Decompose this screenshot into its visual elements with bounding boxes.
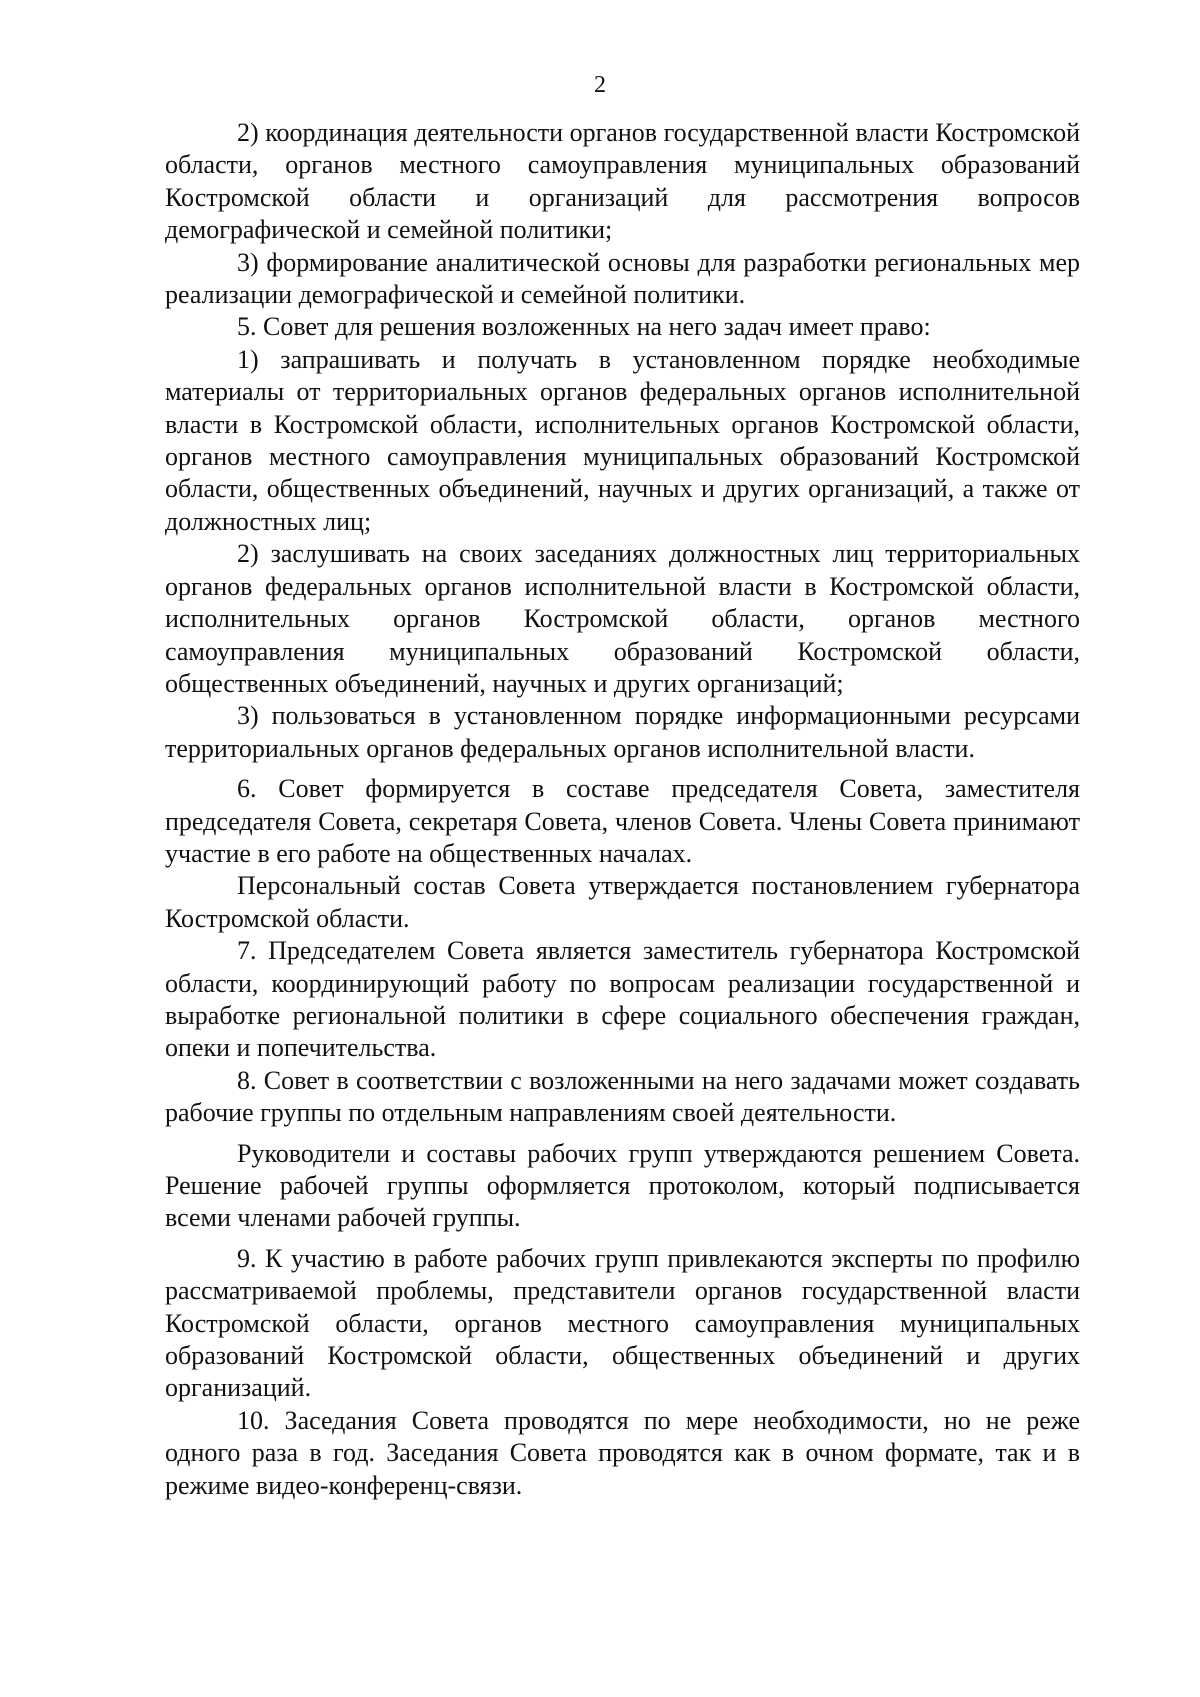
document-body <box>165 117 1080 1502</box>
paragraph-item-3-analytical-basis: 3) формирование аналитической основы для разработки региональных мер реализации демографической и семейной политики. <box>165 247 1080 310</box>
paragraph-working-group-leaders: Руководители и составы рабочих групп утверждаются решением Совета. Решение рабочей группы оформляется протоколом, который подписывается всеми членами рабочей группы. <box>165 1138 1080 1233</box>
paragraph-section-7-chairman: 7. Председателем Совета является заместитель губернатора Костромской области, координирующий работу по вопросам реализации государственной и выработке региональной политики в сфере социального обеспечения граждан, опеки и попечительства. <box>165 936 1080 1063</box>
paragraph-right-1-request-materials: 1) запрашивать и получать в установленном порядке необходимые материалы от территориальных органов федеральных органов исполнительной власти в Костромской области, исполнительных органов Костромской области, органов местного самоуправления муниципальных образований Костромской области, общественных объединений, научных и других организаций, а также от должностных лиц; <box>165 344 1080 536</box>
paragraph-section-6-composition: 6. Совет формируется в составе председателя Совета, заместителя председателя Совета, секретаря Совета, членов Совета. Члены Совета принимают участие в его работе на общественных началах. <box>165 774 1080 868</box>
page-number: 2 <box>594 72 606 98</box>
paragraph-section-8-working-groups: 8. Совет в соответствии с возложенными на него задачами может создавать рабочие группы по отдельным направлениям своей деятельности. <box>165 1065 1080 1128</box>
paragraph-section-5-rights: 5. Совет для решения возложенных на него задач имеет право: <box>237 312 931 342</box>
paragraph-personal-composition: Персональный состав Совета утверждается постановлением губернатора Костромской области. <box>165 871 1080 933</box>
paragraph-right-3-use-resources: 3) пользоваться в установленном порядке информационными ресурсами территориальных органов федеральных органов исполнительной власти. <box>165 701 1080 763</box>
paragraph-section-10-meetings: 10. Заседания Совета проводятся по мере необходимости, но не реже одного раза в год. Заседания Совета проводятся как в очном формате, так и в режиме видео-конференц-связи. <box>165 1405 1080 1500</box>
paragraph-right-2-hear-officials: 2) заслушивать на своих заседаниях должностных лиц территориальных органов федеральных органов исполнительной власти в Костромской области, исполнительных органов Костромской области, органов местного самоуправления муниципальных образований Костромской области, общественных объединений, научных и других организаций; <box>165 539 1080 698</box>
paragraph-section-9-experts: 9. К участию в работе рабочих групп привлекаются эксперты по профилю рассматриваемой проблемы, представители органов государственной власти Костромской области, органов местного самоуправления муниципальных образований Костромской области, общественных объединений и других организаций. <box>165 1243 1080 1403</box>
paragraph-item-2-coordination: 2) координация деятельности органов государственной власти Костромской области, органов местного самоуправления муниципальных образований Костромской области и организаций для рассмотрения вопросов демографической и семейной политики; <box>165 118 1080 245</box>
